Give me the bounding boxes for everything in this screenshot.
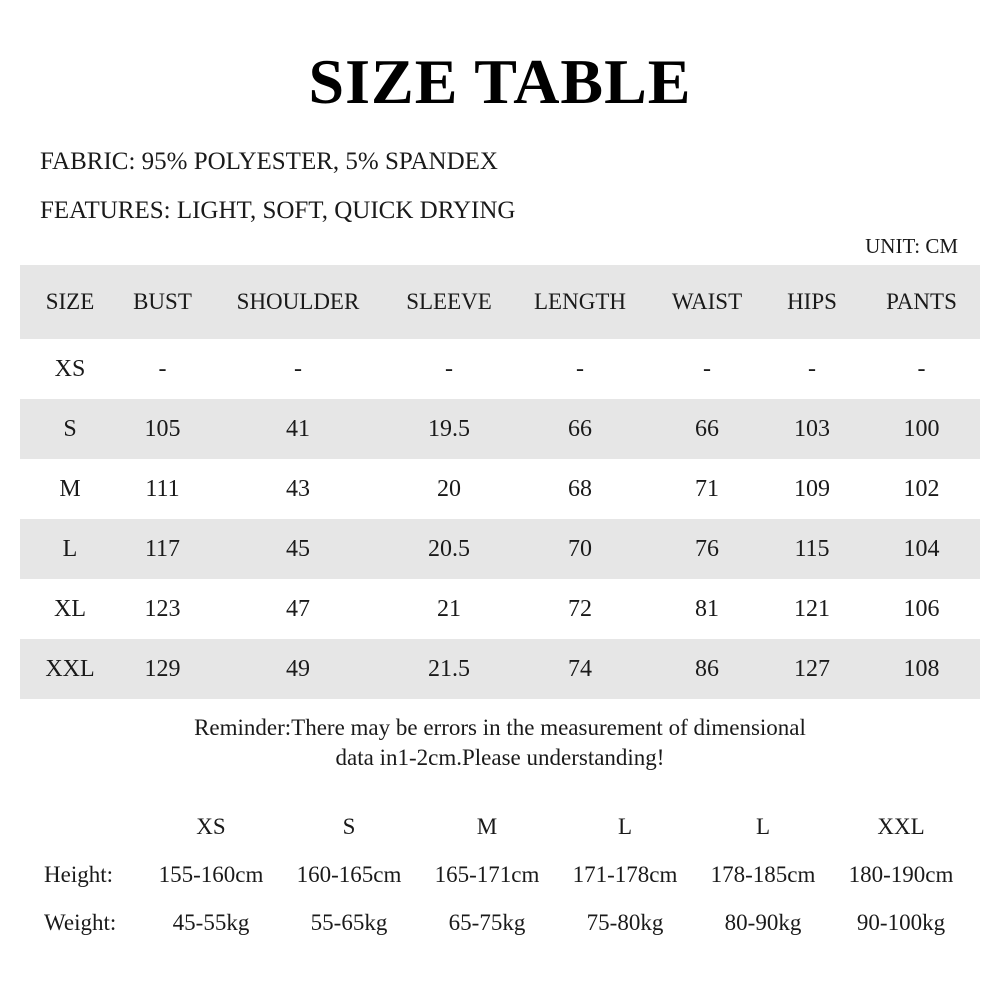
page-title: SIZE TABLE [308, 46, 692, 117]
cell-sleeve: - [445, 355, 453, 382]
cell-waist: 86 [695, 655, 719, 682]
cell-length: 74 [568, 655, 592, 682]
table-row [20, 339, 980, 399]
header-shoulder: SHOULDER [236, 289, 360, 314]
cell-bust: 123 [144, 595, 181, 622]
weight-label: Weight: [44, 910, 117, 935]
cell-shoulder: - [294, 355, 302, 382]
cell-length: 70 [568, 535, 592, 562]
size-table [20, 265, 980, 699]
cell-sleeve: 20 [437, 475, 461, 502]
cell-bust: 117 [144, 535, 181, 562]
cell-pants: 104 [903, 535, 940, 562]
table-row [20, 459, 980, 519]
header-bust: BUST [133, 289, 192, 314]
weight-value: 90-100kg [856, 910, 946, 935]
cell-waist: 71 [695, 475, 719, 502]
cell-hips: 121 [794, 595, 830, 622]
cell-bust: - [158, 355, 167, 382]
cell-hips: - [808, 355, 816, 382]
hw-height-row [30, 851, 970, 899]
cell-bust: 111 [145, 475, 180, 502]
cell-shoulder: 47 [286, 595, 310, 622]
cell-shoulder: 45 [286, 535, 310, 562]
height-label: Height: [44, 862, 113, 887]
cell-shoulder: 49 [286, 655, 310, 682]
header-size: SIZE [45, 289, 95, 314]
table-row [20, 399, 980, 459]
reminder-note [0, 713, 1000, 773]
hw-size-label: L [617, 814, 633, 839]
cell-length: 72 [568, 595, 592, 622]
cell-size: M [59, 475, 81, 502]
header-hips: HIPS [787, 289, 837, 314]
hw-weight-row [30, 899, 970, 947]
size-table-header-row [20, 265, 980, 339]
cell-size: L [62, 535, 78, 562]
cell-size: XL [54, 595, 86, 622]
cell-hips: 115 [794, 535, 830, 562]
reminder-line-1: Reminder:There may be errors in the measurement of dimensional [194, 715, 806, 740]
table-row [20, 519, 980, 579]
cell-pants: 108 [903, 655, 940, 682]
fabric-info: FABRIC: 95% POLYESTER, 5% SPANDEX [40, 148, 498, 175]
cell-pants: 100 [903, 415, 940, 442]
cell-sleeve: 21.5 [428, 655, 470, 682]
header-waist: WAIST [671, 289, 743, 314]
hw-size-label: XXL [877, 814, 925, 839]
cell-bust: 105 [144, 415, 181, 442]
cell-waist: 81 [695, 595, 719, 622]
height-value: 180-190cm [848, 862, 954, 887]
cell-hips: 109 [794, 475, 830, 502]
header-length: LENGTH [534, 289, 626, 314]
cell-size: S [63, 415, 77, 442]
table-row [20, 579, 980, 639]
height-value: 160-165cm [296, 862, 402, 887]
height-value: 178-185cm [710, 862, 816, 887]
hw-size-row [30, 803, 970, 851]
cell-shoulder: 41 [286, 415, 310, 442]
weight-value: 45-55kg [172, 910, 250, 935]
hw-size-label: M [476, 814, 498, 839]
cell-shoulder: 43 [286, 475, 310, 502]
cell-size: XXL [45, 655, 95, 682]
header-sleeve: SLEEVE [406, 289, 492, 314]
cell-waist: - [703, 355, 711, 382]
cell-waist: 76 [695, 535, 719, 562]
cell-pants: 106 [903, 595, 940, 622]
cell-pants: - [917, 355, 926, 382]
header-pants: PANTS [886, 289, 957, 314]
features-info: FEATURES: LIGHT, SOFT, QUICK DRYING [40, 197, 516, 224]
cell-length: - [576, 355, 584, 382]
hw-corner-cell [30, 803, 142, 851]
unit-label: UNIT: CM [865, 234, 958, 258]
height-weight-table [30, 803, 970, 947]
hw-size-label: S [342, 814, 356, 839]
cell-hips: 127 [794, 655, 830, 682]
hw-size-label: L [755, 814, 771, 839]
cell-bust: 129 [144, 655, 181, 682]
cell-length: 66 [568, 415, 592, 442]
cell-sleeve: 21 [437, 595, 461, 622]
weight-value: 75-80kg [586, 910, 664, 935]
reminder-line-2: data in1-2cm.Please understanding! [335, 745, 665, 770]
cell-size: XS [54, 355, 86, 382]
table-row [20, 639, 980, 699]
cell-hips: 103 [794, 415, 830, 442]
height-value: 155-160cm [158, 862, 264, 887]
cell-sleeve: 20.5 [428, 535, 470, 562]
weight-value: 55-65kg [310, 910, 388, 935]
cell-waist: 66 [695, 415, 719, 442]
height-value: 171-178cm [572, 862, 678, 887]
hw-size-label: XS [196, 814, 226, 839]
cell-sleeve: 19.5 [428, 415, 470, 442]
cell-pants: 102 [903, 475, 940, 502]
cell-length: 68 [568, 475, 592, 502]
weight-value: 65-75kg [448, 910, 526, 935]
height-value: 165-171cm [434, 862, 540, 887]
weight-value: 80-90kg [724, 910, 802, 935]
